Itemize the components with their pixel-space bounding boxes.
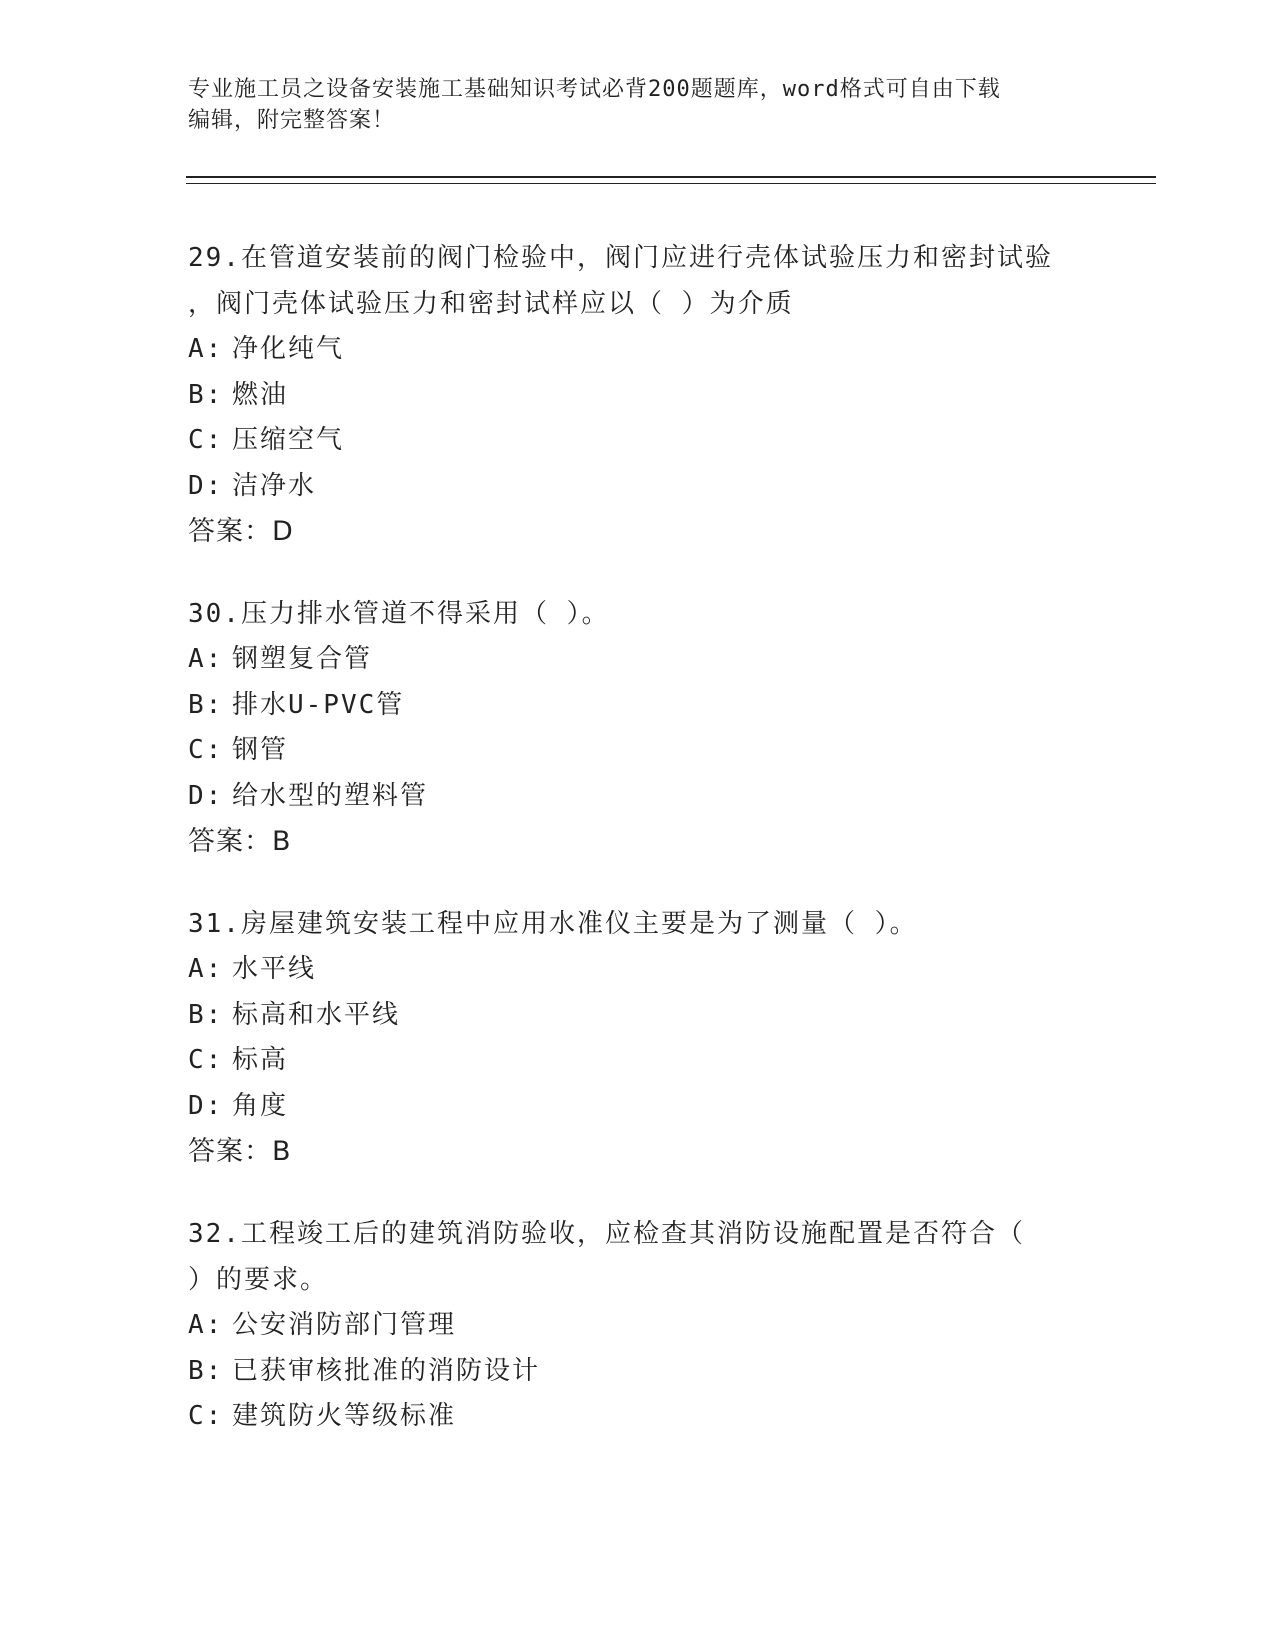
option-c xyxy=(188,1038,1088,1084)
question-text-line-2: ）的要求。 xyxy=(188,1265,329,1295)
answer: 答案：D xyxy=(188,516,294,547)
option-b xyxy=(188,683,1088,729)
option-b xyxy=(188,993,1088,1039)
option-label: C: xyxy=(188,1401,224,1431)
question-text xyxy=(188,901,1088,947)
question-31 xyxy=(188,901,1088,1175)
question-32 xyxy=(188,1211,1088,1440)
option-text: 建筑防火等级标准 xyxy=(232,1401,457,1431)
option-label: C: xyxy=(188,735,224,765)
option-text: 角度 xyxy=(232,1090,289,1121)
option-text: 排水U-PVC管 xyxy=(232,689,405,720)
option-label: C: xyxy=(188,425,224,455)
option-text: 水平线 xyxy=(232,954,317,984)
option-text: 公安消防部门管理 xyxy=(232,1310,457,1340)
header-line-1: 专业施工员之设备安装施工基础知识考试必背200题题库，word格式可自由下载 xyxy=(188,77,1001,102)
option-d xyxy=(188,774,1088,820)
option-b xyxy=(188,1349,1088,1395)
question-text-line-1: 31.房屋建筑安装工程中应用水准仪主要是为了测量（ ）。 xyxy=(188,909,918,939)
option-d xyxy=(188,1084,1088,1130)
option-text: 标高和水平线 xyxy=(232,999,401,1030)
question-text-line-1: 32.工程竣工后的建筑消防验收，应检查其消防设施配置是否符合（ xyxy=(188,1219,1025,1249)
document-header xyxy=(188,74,1088,136)
question-text-line-1: 29.在管道安装前的阀门检验中，阀门应进行壳体试验压力和密封试验 xyxy=(188,243,1053,273)
option-a xyxy=(188,327,1088,373)
option-text: 压缩空气 xyxy=(232,425,345,455)
option-text: 洁净水 xyxy=(232,470,317,501)
option-text: 已获审核批准的消防设计 xyxy=(232,1355,541,1386)
option-label: D: xyxy=(188,1090,224,1121)
answer: 答案：B xyxy=(188,1136,292,1167)
option-a xyxy=(188,947,1088,993)
option-text: 钢塑复合管 xyxy=(232,644,373,674)
question-text xyxy=(188,591,1088,637)
option-a xyxy=(188,1303,1088,1349)
question-29 xyxy=(188,235,1088,555)
option-c xyxy=(188,1394,1088,1440)
option-text: 给水型的塑料管 xyxy=(232,780,429,811)
header-line-2: 编辑，附完整答案！ xyxy=(188,108,396,133)
option-a xyxy=(188,637,1088,683)
option-text: 钢管 xyxy=(232,735,289,765)
option-text: 净化纯气 xyxy=(232,334,345,364)
option-label: D: xyxy=(188,470,224,501)
option-label: A: xyxy=(188,1310,224,1340)
question-text xyxy=(188,235,1088,327)
answer: 答案：B xyxy=(188,826,292,857)
question-text-line-1: 30.压力排水管道不得采用（ ）。 xyxy=(188,599,610,629)
option-b xyxy=(188,373,1088,419)
option-label: B: xyxy=(188,379,224,410)
option-label: A: xyxy=(188,644,224,674)
option-label: D: xyxy=(188,780,224,811)
option-text: 燃油 xyxy=(232,379,289,410)
option-label: A: xyxy=(188,954,224,984)
option-label: A: xyxy=(188,334,224,364)
option-d xyxy=(188,464,1088,510)
option-label: B: xyxy=(188,689,224,720)
option-label: C: xyxy=(188,1045,224,1075)
question-text-line-2: ，阀门壳体试验压力和密封试样应以（ ）为介质 xyxy=(188,289,794,319)
header-divider xyxy=(186,176,1156,184)
option-c xyxy=(188,728,1088,774)
option-text: 标高 xyxy=(232,1045,289,1075)
question-list xyxy=(188,235,1088,1476)
option-label: B: xyxy=(188,1355,224,1386)
option-c xyxy=(188,418,1088,464)
question-text xyxy=(188,1211,1088,1303)
option-label: B: xyxy=(188,999,224,1030)
question-30 xyxy=(188,591,1088,865)
